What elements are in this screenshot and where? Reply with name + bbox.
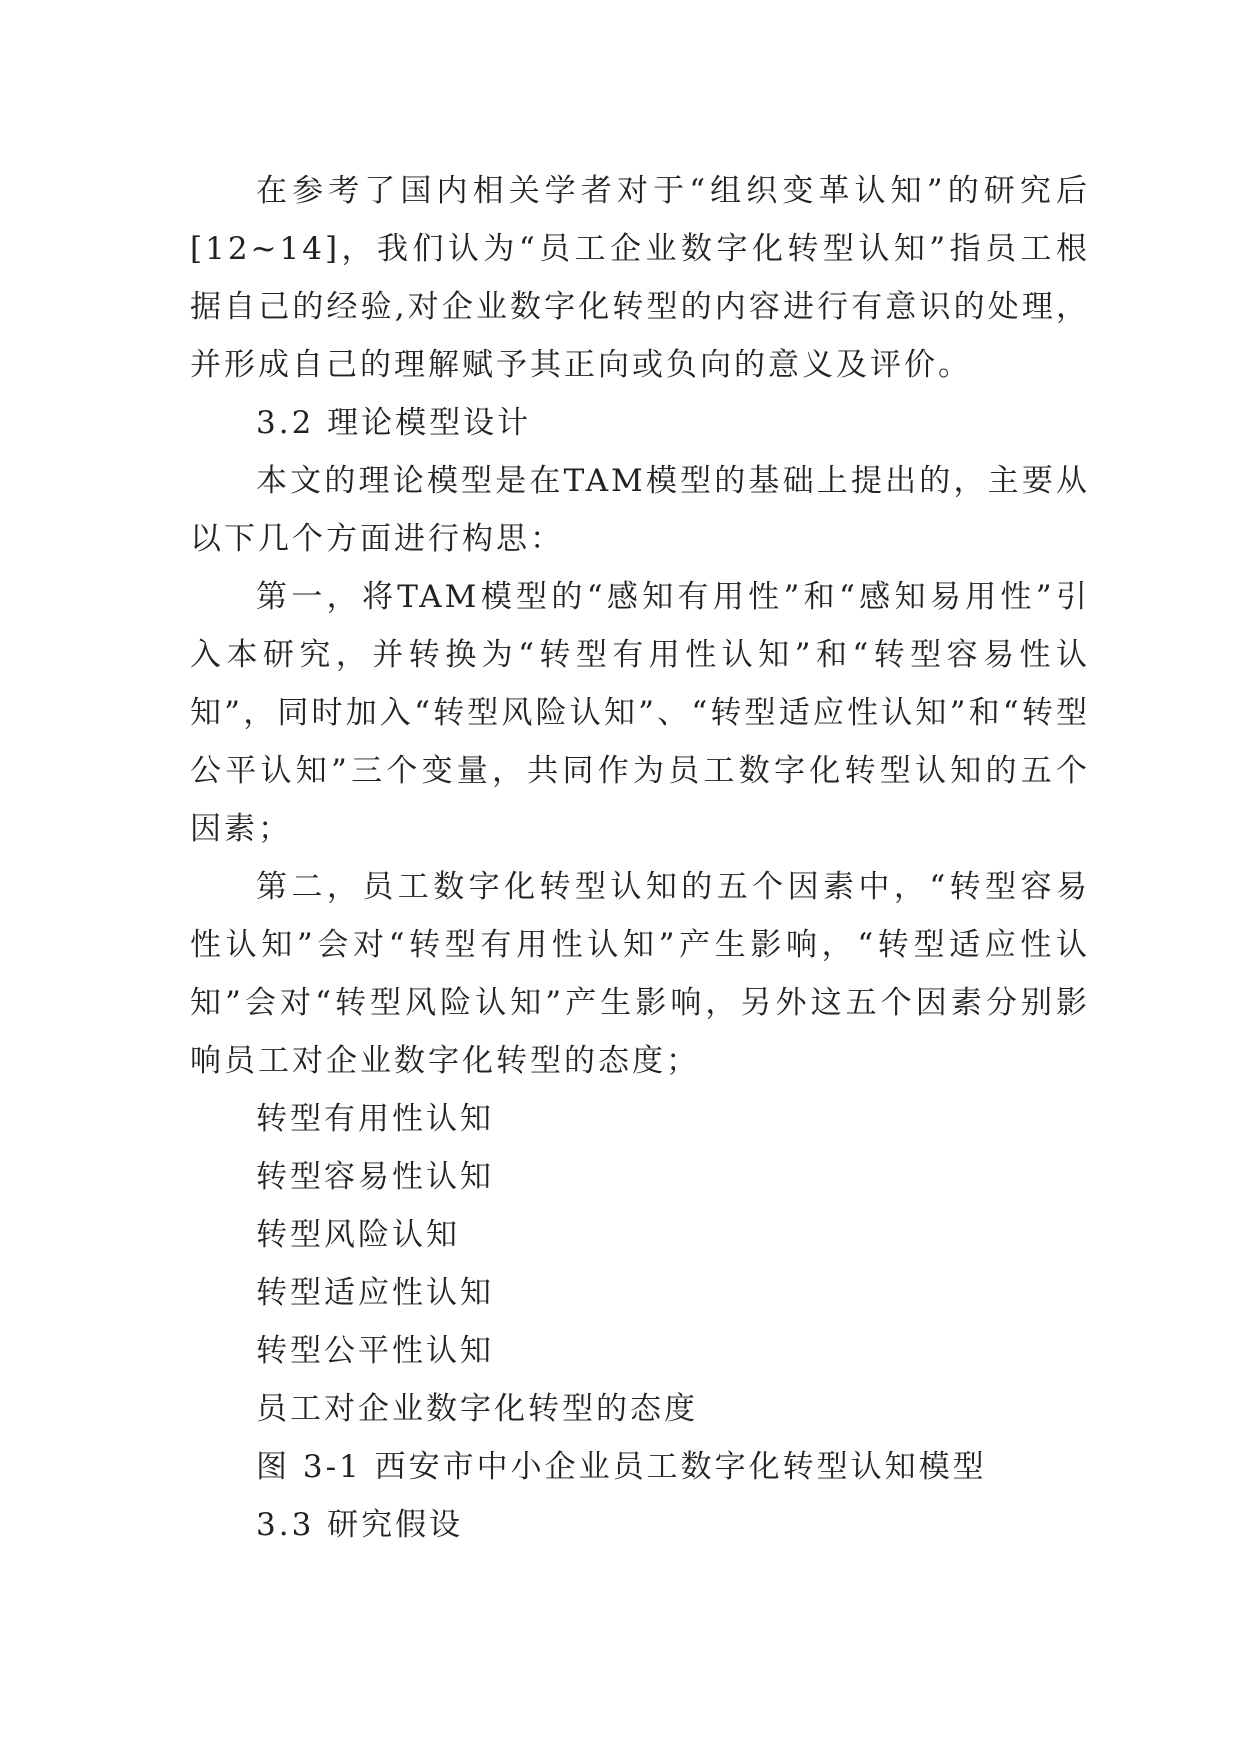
figure-caption: 图 3-1 西安市中小企业员工数字化转型认知模型 [256,1449,987,1485]
section-heading-3-2: 3.2 理论模型设计 [256,405,532,441]
section-heading-3-3: 3.3 研究假设 [256,1507,464,1543]
model-item: 转型风险认知 [256,1217,460,1253]
paragraph-definition: 在参考了国内相关学者对于“组织变革认知”的研究后[12~14]，我们认为“员工企业数字化转型认知”指员工根据自己的经验,对企业数字化转型的内容进行有意识的处理，并形成自己的理解赋予其正向或负向的意义及评价。 [190,173,1090,383]
document-body [190,162,1090,1554]
model-item: 转型适应性认知 [256,1275,494,1311]
model-item-list [190,1090,1090,1438]
model-item: 转型有用性认知 [256,1101,494,1137]
paragraph-second-point: 第二，员工数字化转型认知的五个因素中，“转型容易性认知”会对“转型有用性认知”产生影响，“转型适应性认知”会对“转型风险认知”产生影响，另外这五个因素分别影响员工对企业数字化转型的态度； [190,869,1090,1079]
paragraph-first-point: 第一，将TAM模型的“感知有用性”和“感知易用性”引入本研究，并转换为“转型有用性认知”和“转型容易性认知”，同时加入“转型风险认知”、“转型适应性认知”和“转型公平认知”三个变量，共同作为员工数字化转型认知的五个因素； [190,579,1090,847]
paragraph-model-intro: 本文的理论模型是在TAM模型的基础上提出的，主要从以下几个方面进行构思： [190,463,1090,557]
model-item: 转型公平性认知 [256,1333,494,1369]
model-item: 转型容易性认知 [256,1159,494,1195]
model-item: 员工对企业数字化转型的态度 [256,1391,698,1427]
